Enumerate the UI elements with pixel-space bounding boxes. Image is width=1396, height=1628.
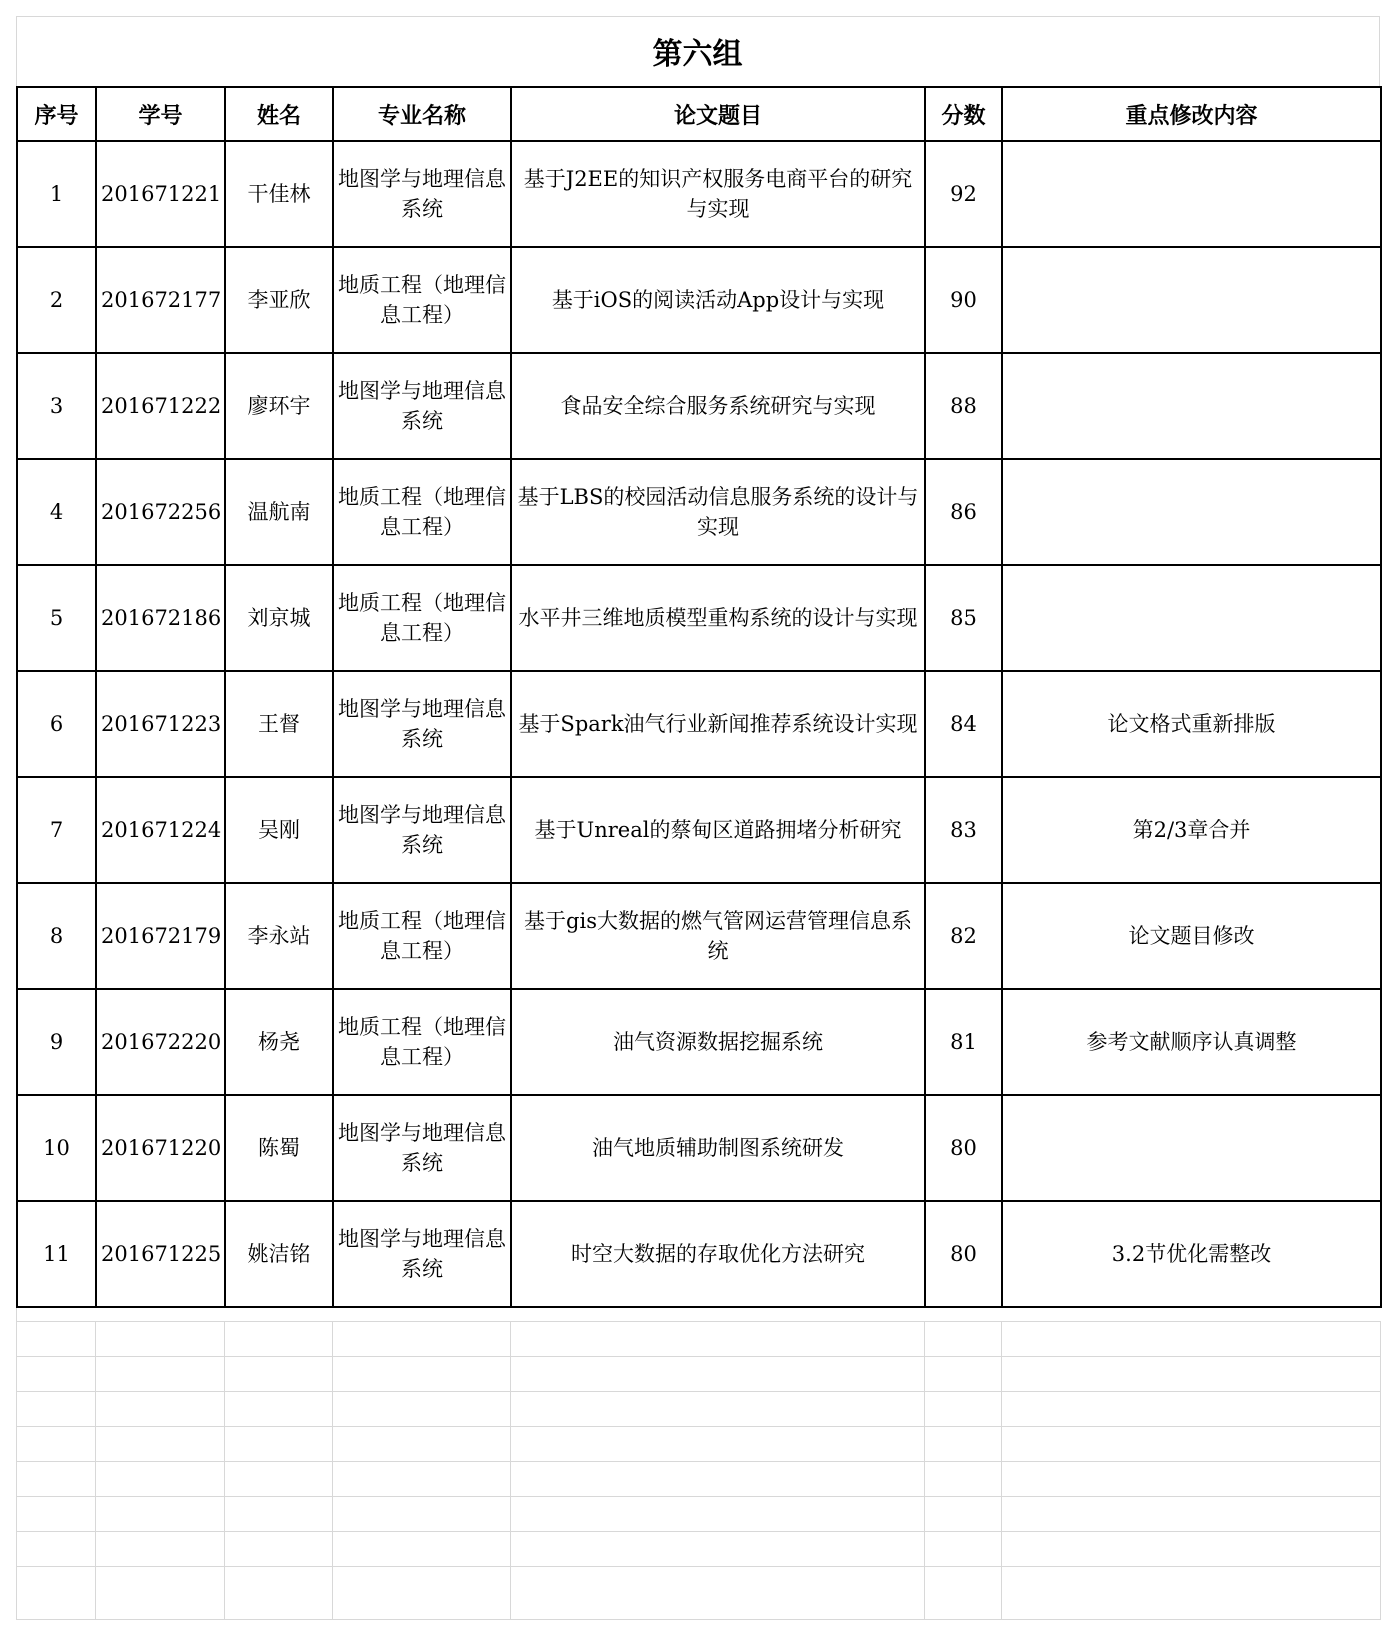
cell-major[interactable]: 地质工程（地理信息工程） bbox=[333, 989, 511, 1095]
empty-cell[interactable] bbox=[925, 1532, 1002, 1567]
cell-score[interactable]: 88 bbox=[925, 353, 1002, 459]
empty-cell[interactable] bbox=[17, 1322, 96, 1357]
cell-score[interactable]: 82 bbox=[925, 883, 1002, 989]
cell-student-id[interactable]: 201671223 bbox=[96, 671, 225, 777]
cell-name[interactable]: 李永站 bbox=[225, 883, 333, 989]
empty-cell[interactable] bbox=[511, 1357, 925, 1392]
cell-name[interactable]: 陈蜀 bbox=[225, 1095, 333, 1201]
table-row bbox=[17, 1095, 1381, 1201]
table-row bbox=[17, 671, 1381, 777]
cell-major[interactable]: 地质工程（地理信息工程） bbox=[333, 883, 511, 989]
cell-major[interactable]: 地图学与地理信息系统 bbox=[333, 141, 511, 247]
empty-cell[interactable] bbox=[925, 1322, 1002, 1357]
cell-student-id[interactable]: 201671221 bbox=[96, 141, 225, 247]
empty-cell[interactable] bbox=[1002, 1357, 1381, 1392]
empty-cell[interactable] bbox=[333, 1392, 511, 1427]
table-row bbox=[17, 247, 1381, 353]
empty-row bbox=[17, 1357, 1381, 1392]
empty-row bbox=[17, 1567, 1381, 1620]
cell-score[interactable]: 85 bbox=[925, 565, 1002, 671]
header-thesis[interactable]: 论文题目 bbox=[511, 87, 925, 141]
empty-cell[interactable] bbox=[96, 1462, 225, 1497]
empty-cell[interactable] bbox=[511, 1462, 925, 1497]
cell-index[interactable]: 1 bbox=[17, 141, 96, 247]
cell-score[interactable]: 92 bbox=[925, 141, 1002, 247]
cell-name[interactable]: 刘京城 bbox=[225, 565, 333, 671]
cell-student-id[interactable]: 201672256 bbox=[96, 459, 225, 565]
empty-cell[interactable] bbox=[511, 1567, 925, 1620]
empty-cell[interactable] bbox=[96, 1427, 225, 1462]
empty-cell[interactable] bbox=[1002, 1427, 1381, 1462]
cell-student-id[interactable]: 201671222 bbox=[96, 353, 225, 459]
empty-cell[interactable] bbox=[17, 1497, 96, 1532]
cell-revision[interactable]: 参考文献顺序认真调整 bbox=[1002, 989, 1381, 1095]
empty-cell[interactable] bbox=[333, 1322, 511, 1357]
group-table bbox=[16, 86, 1382, 1308]
cell-student-id[interactable]: 201672177 bbox=[96, 247, 225, 353]
cell-thesis[interactable]: 基于iOS的阅读活动App设计与实现 bbox=[511, 247, 925, 353]
spreadsheet bbox=[16, 16, 1380, 1612]
cell-score[interactable]: 84 bbox=[925, 671, 1002, 777]
cell-index[interactable]: 3 bbox=[17, 353, 96, 459]
empty-cell[interactable] bbox=[511, 1392, 925, 1427]
sheet-title: 第六组 bbox=[16, 16, 1380, 86]
empty-cell[interactable] bbox=[96, 1357, 225, 1392]
empty-cell[interactable] bbox=[17, 1567, 96, 1620]
empty-cell[interactable] bbox=[511, 1427, 925, 1462]
empty-cell[interactable] bbox=[225, 1357, 333, 1392]
cell-thesis[interactable]: 基于Unreal的蔡甸区道路拥堵分析研究 bbox=[511, 777, 925, 883]
cell-name[interactable]: 吴刚 bbox=[225, 777, 333, 883]
cell-revision[interactable] bbox=[1002, 459, 1381, 565]
empty-cell[interactable] bbox=[511, 1532, 925, 1567]
cell-name[interactable]: 温航南 bbox=[225, 459, 333, 565]
table-row bbox=[17, 459, 1381, 565]
empty-rows bbox=[16, 1321, 1381, 1620]
table-row bbox=[17, 141, 1381, 247]
table-row bbox=[17, 989, 1381, 1095]
cell-thesis[interactable]: 基于gis大数据的燃气管网运营管理信息系统 bbox=[511, 883, 925, 989]
empty-cell[interactable] bbox=[17, 1462, 96, 1497]
cell-student-id[interactable]: 201672179 bbox=[96, 883, 225, 989]
cell-thesis[interactable]: 油气资源数据挖掘系统 bbox=[511, 989, 925, 1095]
empty-cell[interactable] bbox=[1002, 1532, 1381, 1567]
empty-cell[interactable] bbox=[1002, 1462, 1381, 1497]
empty-cell[interactable] bbox=[925, 1497, 1002, 1532]
cell-index[interactable]: 11 bbox=[17, 1201, 96, 1307]
cell-thesis[interactable]: 时空大数据的存取优化方法研究 bbox=[511, 1201, 925, 1307]
cell-student-id[interactable]: 201671225 bbox=[96, 1201, 225, 1307]
empty-cell[interactable] bbox=[225, 1427, 333, 1462]
cell-major[interactable]: 地图学与地理信息系统 bbox=[333, 671, 511, 777]
cell-index[interactable]: 10 bbox=[17, 1095, 96, 1201]
empty-row bbox=[17, 1322, 1381, 1357]
empty-row bbox=[17, 1497, 1381, 1532]
empty-cell[interactable] bbox=[96, 1532, 225, 1567]
cell-index[interactable]: 5 bbox=[17, 565, 96, 671]
empty-cell[interactable] bbox=[333, 1532, 511, 1567]
empty-cell[interactable] bbox=[333, 1462, 511, 1497]
cell-score[interactable]: 80 bbox=[925, 1201, 1002, 1307]
cell-thesis[interactable]: 油气地质辅助制图系统研发 bbox=[511, 1095, 925, 1201]
empty-cell[interactable] bbox=[17, 1532, 96, 1567]
empty-cell[interactable] bbox=[96, 1567, 225, 1620]
cell-student-id[interactable]: 201671224 bbox=[96, 777, 225, 883]
cell-name[interactable]: 李亚欣 bbox=[225, 247, 333, 353]
empty-cell[interactable] bbox=[225, 1392, 333, 1427]
empty-cell[interactable] bbox=[333, 1497, 511, 1532]
empty-cell[interactable] bbox=[225, 1322, 333, 1357]
cell-index[interactable]: 9 bbox=[17, 989, 96, 1095]
header-student-id[interactable]: 学号 bbox=[96, 87, 225, 141]
cell-score[interactable]: 81 bbox=[925, 989, 1002, 1095]
empty-cell[interactable] bbox=[1002, 1567, 1381, 1620]
table-body bbox=[17, 141, 1381, 1307]
header-revision[interactable]: 重点修改内容 bbox=[1002, 87, 1381, 141]
cell-score[interactable]: 90 bbox=[925, 247, 1002, 353]
cell-thesis[interactable]: 基于J2EE的知识产权服务电商平台的研究与实现 bbox=[511, 141, 925, 247]
cell-revision[interactable] bbox=[1002, 353, 1381, 459]
table-row bbox=[17, 353, 1381, 459]
cell-major[interactable]: 地图学与地理信息系统 bbox=[333, 1095, 511, 1201]
table-row bbox=[17, 1201, 1381, 1307]
empty-cell[interactable] bbox=[96, 1392, 225, 1427]
empty-cell[interactable] bbox=[225, 1497, 333, 1532]
empty-cell[interactable] bbox=[1002, 1322, 1381, 1357]
cell-major[interactable]: 地质工程（地理信息工程） bbox=[333, 565, 511, 671]
header-major[interactable]: 专业名称 bbox=[333, 87, 511, 141]
cell-revision[interactable] bbox=[1002, 141, 1381, 247]
empty-cell[interactable] bbox=[225, 1532, 333, 1567]
cell-major[interactable]: 地图学与地理信息系统 bbox=[333, 353, 511, 459]
cell-thesis[interactable]: 食品安全综合服务系统研究与实现 bbox=[511, 353, 925, 459]
empty-cell[interactable] bbox=[333, 1427, 511, 1462]
cell-score[interactable]: 83 bbox=[925, 777, 1002, 883]
cell-major[interactable]: 地质工程（地理信息工程） bbox=[333, 247, 511, 353]
header-index[interactable]: 序号 bbox=[17, 87, 96, 141]
cell-index[interactable]: 4 bbox=[17, 459, 96, 565]
empty-cell[interactable] bbox=[17, 1357, 96, 1392]
cell-student-id[interactable]: 201671220 bbox=[96, 1095, 225, 1201]
empty-cell[interactable] bbox=[925, 1462, 1002, 1497]
cell-revision[interactable] bbox=[1002, 247, 1381, 353]
cell-name[interactable]: 姚洁铭 bbox=[225, 1201, 333, 1307]
cell-index[interactable]: 8 bbox=[17, 883, 96, 989]
cell-revision[interactable] bbox=[1002, 565, 1381, 671]
cell-thesis[interactable]: 基于Spark油气行业新闻推荐系统设计实现 bbox=[511, 671, 925, 777]
cell-revision[interactable] bbox=[1002, 1095, 1381, 1201]
cell-thesis[interactable]: 基于LBS的校园活动信息服务系统的设计与实现 bbox=[511, 459, 925, 565]
cell-thesis[interactable]: 水平井三维地质模型重构系统的设计与实现 bbox=[511, 565, 925, 671]
empty-row bbox=[17, 1427, 1381, 1462]
empty-cell[interactable] bbox=[333, 1357, 511, 1392]
empty-cell[interactable] bbox=[17, 1392, 96, 1427]
empty-row bbox=[17, 1462, 1381, 1497]
empty-cell[interactable] bbox=[1002, 1392, 1381, 1427]
header-score[interactable]: 分数 bbox=[925, 87, 1002, 141]
cell-index[interactable]: 7 bbox=[17, 777, 96, 883]
empty-cell[interactable] bbox=[1002, 1497, 1381, 1532]
empty-cell[interactable] bbox=[925, 1392, 1002, 1427]
empty-row bbox=[17, 1392, 1381, 1427]
empty-cell[interactable] bbox=[925, 1567, 1002, 1620]
empty-cell[interactable] bbox=[96, 1497, 225, 1532]
cell-name[interactable]: 杨尧 bbox=[225, 989, 333, 1095]
cell-student-id[interactable]: 201672220 bbox=[96, 989, 225, 1095]
empty-cell[interactable] bbox=[225, 1567, 333, 1620]
empty-cell[interactable] bbox=[225, 1462, 333, 1497]
empty-cell[interactable] bbox=[925, 1427, 1002, 1462]
empty-cell[interactable] bbox=[511, 1322, 925, 1357]
cell-index[interactable]: 6 bbox=[17, 671, 96, 777]
cell-revision[interactable]: 论文格式重新排版 bbox=[1002, 671, 1381, 777]
cell-revision[interactable]: 3.2节优化需整改 bbox=[1002, 1201, 1381, 1307]
cell-major[interactable]: 地图学与地理信息系统 bbox=[333, 1201, 511, 1307]
header-name[interactable]: 姓名 bbox=[225, 87, 333, 141]
table-row bbox=[17, 777, 1381, 883]
header-row bbox=[17, 87, 1381, 141]
cell-name[interactable]: 王督 bbox=[225, 671, 333, 777]
cell-name[interactable]: 廖环宇 bbox=[225, 353, 333, 459]
cell-score[interactable]: 80 bbox=[925, 1095, 1002, 1201]
cell-student-id[interactable]: 201672186 bbox=[96, 565, 225, 671]
empty-cell[interactable] bbox=[511, 1497, 925, 1532]
table-row bbox=[17, 883, 1381, 989]
empty-cell[interactable] bbox=[17, 1427, 96, 1462]
cell-name[interactable]: 干佳林 bbox=[225, 141, 333, 247]
empty-cell[interactable] bbox=[333, 1567, 511, 1620]
empty-cell[interactable] bbox=[925, 1357, 1002, 1392]
cell-major[interactable]: 地质工程（地理信息工程） bbox=[333, 459, 511, 565]
empty-cell[interactable] bbox=[96, 1322, 225, 1357]
cell-index[interactable]: 2 bbox=[17, 247, 96, 353]
table-row bbox=[17, 565, 1381, 671]
cell-revision[interactable]: 论文题目修改 bbox=[1002, 883, 1381, 989]
cell-major[interactable]: 地图学与地理信息系统 bbox=[333, 777, 511, 883]
empty-row bbox=[17, 1532, 1381, 1567]
cell-revision[interactable]: 第2/3章合并 bbox=[1002, 777, 1381, 883]
cell-score[interactable]: 86 bbox=[925, 459, 1002, 565]
